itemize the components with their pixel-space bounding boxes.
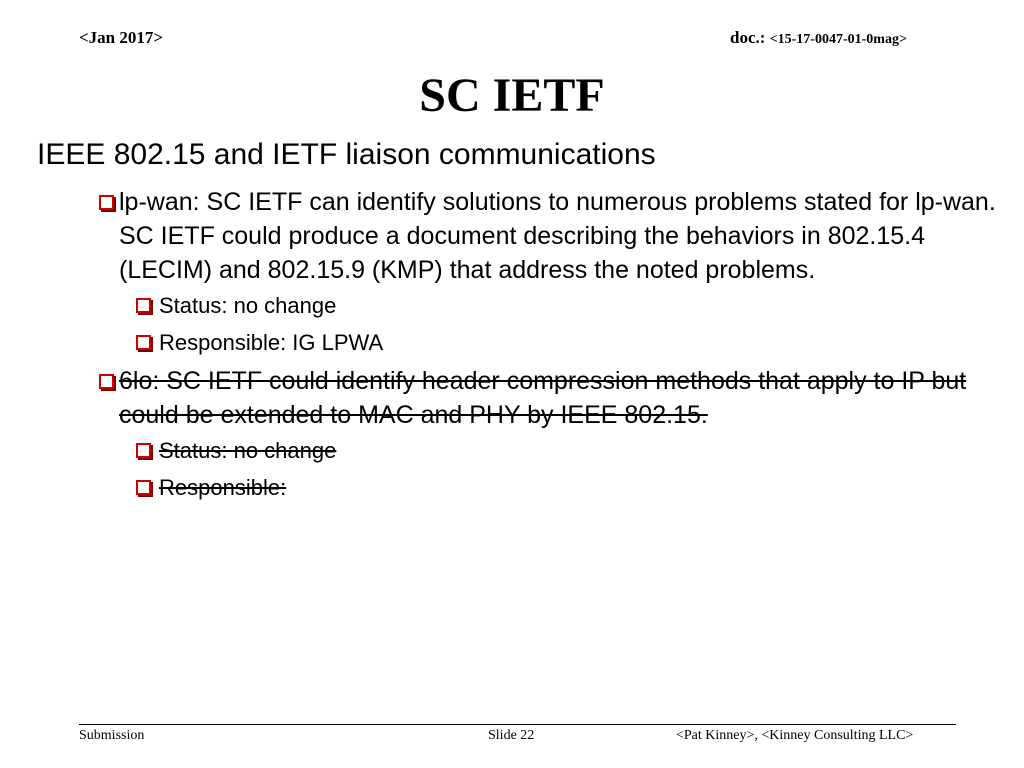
sub-bullet-responsible xyxy=(159,324,997,361)
sub-bullet-text: Status: no change xyxy=(159,438,337,463)
checkbox-bullet-icon xyxy=(136,443,151,458)
footer-author: <Pat Kinney>, <Kinney Consulting LLC> xyxy=(676,728,914,743)
header-doc-id xyxy=(730,28,907,48)
header-date: <Jan 2017> xyxy=(79,28,164,47)
doc-number: <15-17-0047-01-0mag> xyxy=(769,32,907,47)
slide-body xyxy=(37,137,997,506)
footer-submission: Submission xyxy=(79,728,145,743)
bullet-6lo xyxy=(119,364,997,432)
sub-bullet-text: Responsible: xyxy=(159,475,287,500)
checkbox-bullet-icon xyxy=(99,374,114,389)
sub-bullet-status xyxy=(159,287,997,324)
bullet-text: lp-wan: SC IETF can identify solutions to numerous problems stated for lp-wan. SC IETF could produce a document describing the behaviors in 802.15.4 (LECIM) and 802.15.9 (KMP) that address the noted problems. xyxy=(119,188,996,284)
sub-bullet-responsible xyxy=(159,469,997,506)
footer-divider xyxy=(79,724,956,725)
sub-bullet-status xyxy=(159,432,997,469)
footer-slide-number: Slide 22 xyxy=(488,728,535,743)
checkbox-bullet-icon xyxy=(136,335,151,350)
sub-bullet-text: Status: no change xyxy=(159,293,337,318)
doc-label: doc.: xyxy=(730,28,770,47)
bullet-text: 6lo: SC IETF could identify header compression methods that apply to IP but could be extended to MAC and PHY by IEEE 802.15. xyxy=(119,367,967,429)
checkbox-bullet-icon xyxy=(136,480,151,495)
body-heading: IEEE 802.15 and IETF liaison communications xyxy=(37,138,656,171)
checkbox-bullet-icon xyxy=(136,298,151,313)
sub-bullet-text: Responsible: IG LPWA xyxy=(159,330,384,355)
slide-title: SC IETF xyxy=(419,69,605,122)
bullet-lp-wan xyxy=(119,185,997,287)
checkbox-bullet-icon xyxy=(99,195,114,210)
